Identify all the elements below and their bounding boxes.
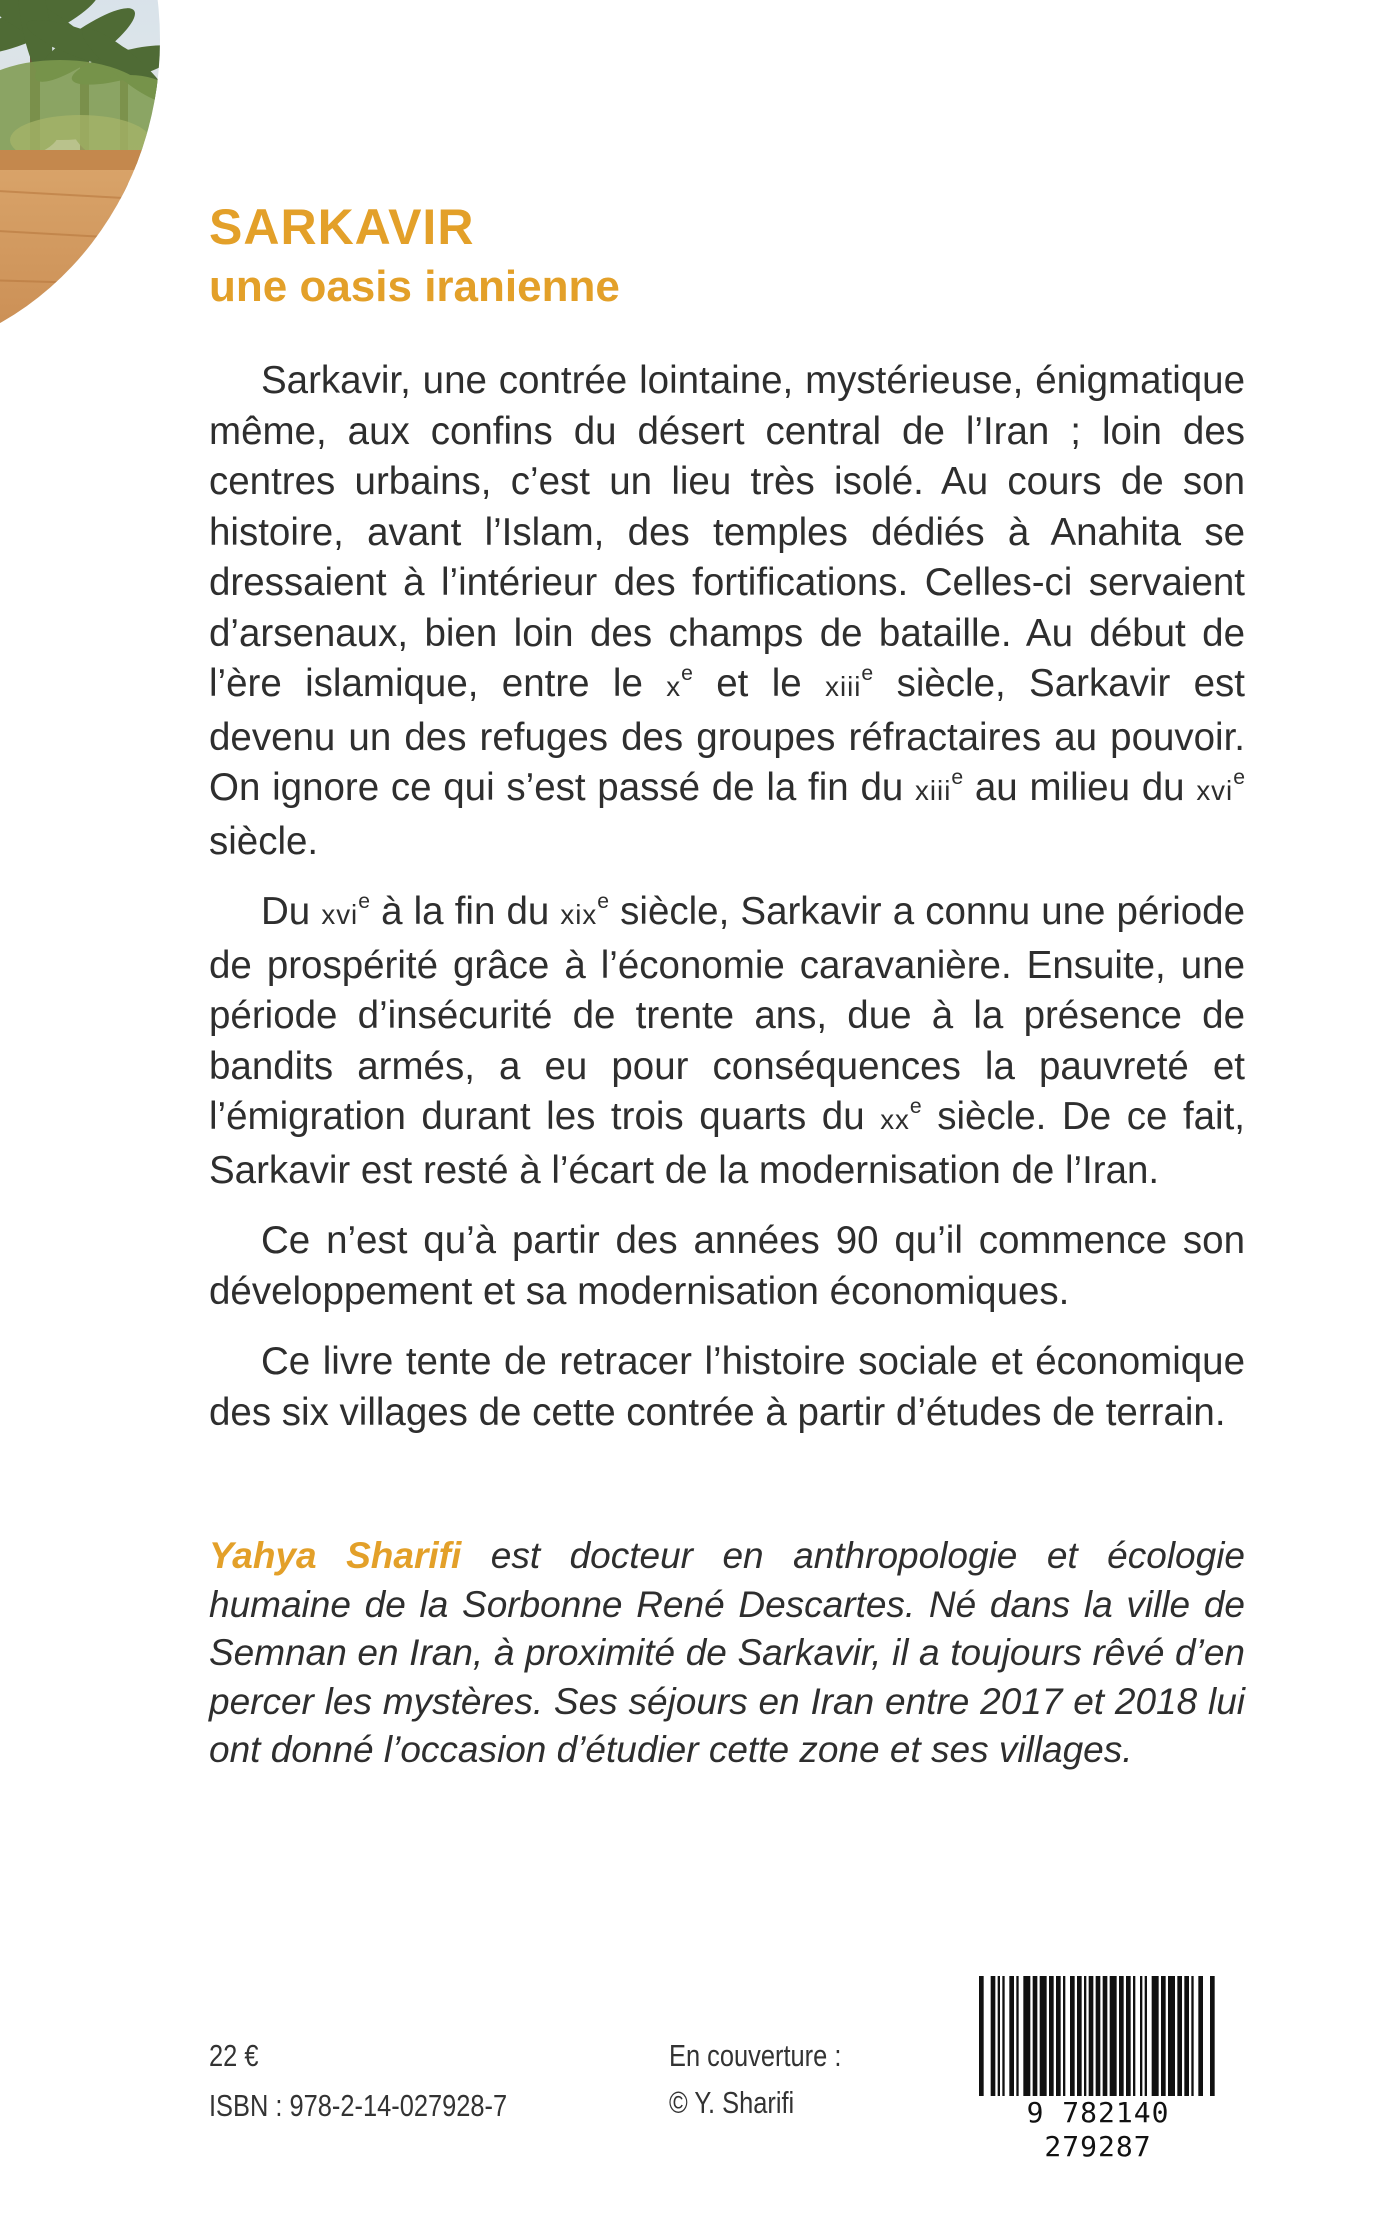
barcode-bar: [1103, 1976, 1108, 2096]
barcode-bar: [1009, 1976, 1014, 2096]
century-xiii: xiii: [915, 775, 952, 806]
barcode-bar: [1161, 1976, 1166, 2096]
barcode-bar: [1210, 1976, 1215, 2096]
century-xiii: xiii: [825, 671, 862, 702]
barcode-bar: [1056, 1976, 1061, 2096]
century-xx: xx: [880, 1104, 910, 1135]
barcode-bar: [1184, 1976, 1189, 2096]
ordinal-suffix: e: [1233, 766, 1245, 790]
barcode-bar: [1002, 1976, 1004, 2096]
barcode-bar: [1040, 1976, 1047, 2096]
author-bio: [209, 1532, 1245, 1775]
synopsis-text: Sarkavir, une contrée lointaine, mystérieuse, énigmatique même, aux confins du désert central de l’Iran ; loin des centres urbains, c’est un lieu très isolé. Au cours de son histoire, avant l’Islam, des temples dédiés à Anahita se dressaient à l’intérieur des fortifications. Celles-ci servaient d’arsenaux, bien loin des champs de bataille. Au début de l’ère islamique, entre le: [209, 359, 1245, 705]
synopsis-paragraph-4: Ce livre tente de retracer l’histoire sociale et économique des six villages de cette contrée à partir d’études de terrain.: [209, 1340, 1245, 1434]
barcode-bar: [1077, 1976, 1082, 2096]
ordinal-suffix: e: [681, 662, 693, 686]
barcode-bar: [1070, 1976, 1075, 2096]
cover-credit-label: En couverture :: [669, 2038, 842, 2073]
barcode-bar: [1119, 1976, 1124, 2096]
synopsis-text: et le: [692, 662, 826, 705]
barcode-bar: [1049, 1976, 1054, 2096]
synopsis-paragraph-3: Ce n’est qu’à partir des années 90 qu’il commence son développement et sa modernisation économiques.: [209, 1219, 1245, 1313]
synopsis-text: siècle, Sarkavir a connu une période de prospérité grâce à l’économie caravanière. Ensuite, une période d’insécurité de trente ans, due à la présence de bandits armés, a eu pour conséquences la pauvreté et l’émigration durant les trois quarts du: [209, 890, 1245, 1138]
author-name: Yahya Sharifi: [209, 1535, 462, 1576]
synopsis: [209, 356, 1245, 1458]
ordinal-suffix: e: [951, 766, 964, 790]
book-subtitle: une oasis iranienne: [209, 262, 620, 311]
barcode-bar: [991, 1976, 996, 2096]
barcode-bar: [1096, 1976, 1101, 2096]
ordinal-suffix: e: [909, 1095, 922, 1119]
ordinal-suffix: e: [358, 890, 370, 914]
barcode-bar: [1177, 1976, 1182, 2096]
barcode-bar: [1063, 1976, 1065, 2096]
barcode-bar: [1140, 1976, 1142, 2096]
century-xix: xix: [560, 899, 598, 930]
cover-photo-oasis: [0, 0, 160, 360]
price: 22 €: [209, 2038, 259, 2073]
isbn: ISBN : 978-2-14-027928-7: [209, 2088, 508, 2123]
cover-credit: © Y. Sharifi: [669, 2085, 795, 2120]
barcode-bars: [965, 1976, 1231, 2096]
century-xvi: xvi: [1196, 775, 1234, 806]
book-title: SARKAVIR: [209, 199, 475, 255]
barcode-digits: 9 782140 279287: [965, 2096, 1231, 2164]
synopsis-text: siècle.: [209, 819, 319, 863]
barcode-bar: [998, 1976, 1000, 2096]
barcode-bar: [1033, 1976, 1038, 2096]
synopsis-text: Du: [261, 890, 322, 933]
synopsis-text: siècle. De ce fait, Sarkavir est resté à l’écart de la modernisation de l’Iran.: [209, 1095, 1245, 1192]
century-x: x: [666, 671, 682, 702]
barcode-bar: [1198, 1976, 1203, 2096]
synopsis-paragraph-2: [209, 887, 1245, 1196]
barcode-bar: [1084, 1976, 1086, 2096]
barcode-bar: [1023, 1976, 1030, 2096]
synopsis-text: au milieu du: [963, 766, 1197, 809]
barcode-bar: [1191, 1976, 1193, 2096]
ordinal-suffix: e: [861, 662, 874, 686]
synopsis-text: siècle, Sarkavir est devenu un des refuges des groupes réfractaires au pouvoir. On ignore ce qui s’est passé de la fin du: [209, 662, 1245, 809]
century-xvi: xvi: [321, 899, 359, 930]
barcode-bar: [1168, 1976, 1175, 2096]
barcode-bar: [1126, 1976, 1131, 2096]
barcode-bar: [1110, 1976, 1117, 2096]
ordinal-suffix: e: [597, 890, 610, 914]
barcode-bar: [979, 1976, 984, 2096]
barcode-bar: [1133, 1976, 1135, 2096]
barcode-bar: [1145, 1976, 1147, 2096]
author-bio-text: est docteur en anthropologie et écologie humaine de la Sorbonne René Descartes. Né dans la ville de Semnan en Iran, à proximité de Sarkavir, il a toujours rêvé d’en percer les mystères. Ses séjours en Iran entre 2017 et 2018 lui ont donné l’occasion d’étudier cette zone et ses villages.: [209, 1535, 1246, 1770]
synopsis-paragraph-1: [209, 356, 1245, 867]
barcode-bar: [1089, 1976, 1094, 2096]
barcode-bar: [1152, 1976, 1159, 2096]
synopsis-text: à la fin du: [370, 890, 561, 933]
barcode-bar: [1016, 1976, 1018, 2096]
